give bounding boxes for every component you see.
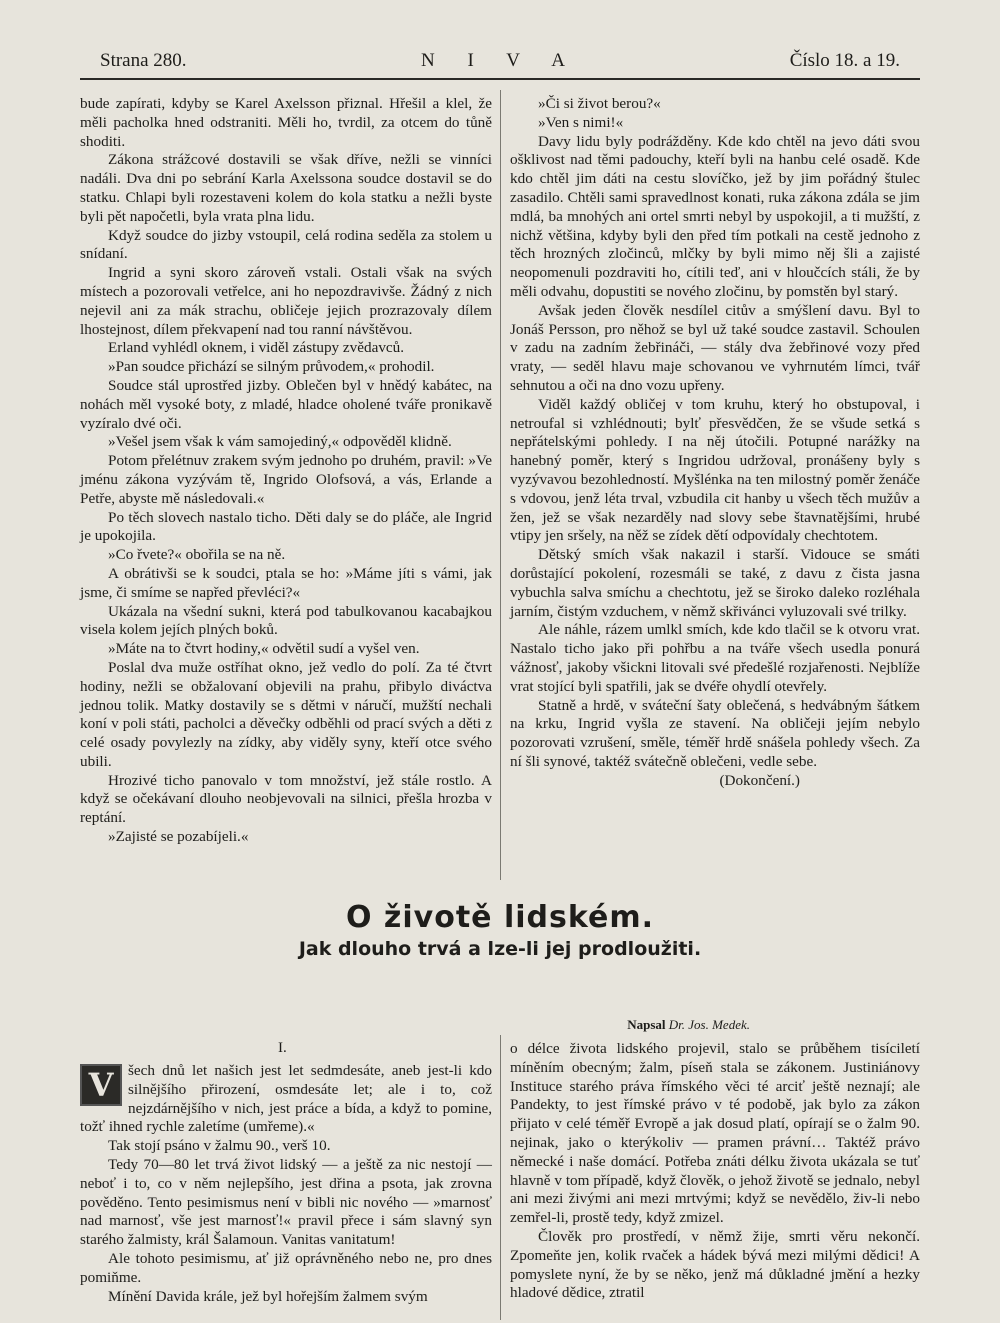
article-column-left xyxy=(80,1062,492,1322)
paragraph: A obrátivši se k soudci, ptala se ho: »Máme jíti s vámi, jak jsme, či smíme se napřed převléci?« xyxy=(80,564,492,601)
column-divider xyxy=(500,1035,501,1320)
paragraph: Dětský smích však nakazil i starší. Vidouce se smáti dorůstající pokolení, rozesmáli se také, z davu z čista jasna vybuchla salva smíchu a chechtotu, jež se široko daleko rozléhala jarním, čistým vzduchem, v němž skřivánci vyluzovali své trilky. xyxy=(510,546,920,620)
paragraph: »Zajisté se pozabíjeli.« xyxy=(108,828,249,846)
paragraph: Tak stojí psáno v žalmu 90., verš 10. xyxy=(108,1137,331,1155)
magazine-title: N I V A xyxy=(420,50,579,71)
page-header xyxy=(80,48,920,80)
paragraph: Poslal dva muže ostříhat okno, jež vedlo do polí. Za té čtvrt hodiny, nežli se obžalovaní objevili na prahu, přibylo diváctva jednou tolik. Matky dostavily se s dětmi v náručí, mužští nechali koní v poli státi, pacholci a děvečky odběhli od prací svých a děti z celé osady povylezly na zídky, aby viděly syny, kteří otce svého ubili. xyxy=(80,658,492,770)
dropcap: V xyxy=(80,1064,122,1106)
paragraph: Ale náhle, rázem umlkl smích, kde kdo tlačil se k otvoru vrat. Nastalo ticho jako při pohřbu a na tváře všech usedla ponurá vážnosť, jakoby všickni litovali své předešlé rozjařenosti. Nejblíže vrat stojící byli spatřili, jak se dvéře ohydlí otevřely. xyxy=(510,621,920,695)
story-column-left xyxy=(80,95,492,875)
paragraph: Hrozivé ticho panovalo v tom množství, jež stále rostlo. A když se očekávaní dlouho neobjevovali na silnici, přešla hrozba v reptání. xyxy=(80,771,492,827)
story-column-right xyxy=(510,95,920,875)
paragraph: Avšak jeden člověk nesdílel citův a smýšlení davu. Byl to Jonáš Persson, pro něhož se byl už také soudce zastavil. Schoulen v zadu na zadním žebřináči, — stály dva žebřinové vozy před vraty, — seděl hlavu maje schovanou ve vyhrnutém límci, tvář sehnutou a oči na dno vozu upřeny. xyxy=(510,301,920,394)
paragraph: »Pan soudce přichází se silným průvodem,« prohodil. xyxy=(108,358,435,376)
paragraph xyxy=(80,1062,492,1137)
byline-prefix: Napsal xyxy=(627,1017,666,1032)
paragraph: Ukázala na všední sukni, která pod tabulkovanou kacabajkou visela kolem jejích plných boků. xyxy=(80,602,492,639)
continuation-note: (Dokončení.) xyxy=(719,771,800,789)
section-number: I. xyxy=(278,1040,287,1056)
paragraph: Po těch slovech nastalo ticho. Děti daly se do pláče, ale Ingrid je upokojila. xyxy=(80,508,492,545)
paragraph: Soudce stál uprostřed jizby. Oblečen byl v hnědý kabátec, na nohách měl vysoké boty, z mladé, hladce oholené tváře pronikavě vyzíralo dvé oči. xyxy=(80,376,492,432)
paragraph: »Máte na to čtvrt hodiny,« odvětil sudí a vyšel ven. xyxy=(108,640,420,658)
article-title: O životě lidském. xyxy=(345,900,655,935)
paragraph: Když soudce do jizby vstoupil, celá rodina seděla za stolem u snídaní. xyxy=(80,226,492,263)
paragraph: o délce života lidského projevil, stalo se průběhem tisíciletí míněním obecným; žalm, píseň stala se zákonem. Justiniánovy Instituce starého práva římského věci té arciť ještě neznají; ale Pandekty, to jest římské právo v té podobě, jak bylo za zákon přijato v celé téměř Evropě a jak dosud platí, opírají se o žalm 90. nejinak, jako o kterýkoliv — pramen právní… Taktéž právo německé i naše domácí. Potřeba znáti délku života ukázala se tuť hlavně v tom případě, když člověk, o jehož životě se jednalo, nebyl ani mezi živými ani mezi mrtvými; když se nevědělo, živ-li nebo zemřel-li, prostě tedy, když zmizel. xyxy=(510,1040,920,1227)
paragraph: Člověk pro prostředí, v němž žije, smrti věru nekončí. Zpomeňte jen, kolik rvaček a hádek bývá mezi milými dědici! A pomyslete nyní, že by se něko, jenž má důkladné jmění a hezky hladové dědice, ztratil xyxy=(510,1227,920,1302)
paragraph: Zákona strážcové dostavili se však dříve, nežli se vinníci nadáli. Dva dni po sebrání Karla Axelssona soudce dostavil se do statku. Chlapi byli rozestaveni kolem do kola statku a nežli byste byli pět napočetli, byla vrata plna lidu. xyxy=(80,151,492,225)
column-divider xyxy=(500,90,501,880)
paragraph: Erland vyhlédl oknem, i viděl zástupy zvědavců. xyxy=(108,339,405,357)
issue-number: Číslo 18. a 19. xyxy=(789,50,900,71)
page-number: Strana 280. xyxy=(100,50,187,71)
paragraph: Davy lidu byly podrážděny. Kde kdo chtěl na jevo dáti svou ošklivost nad těmi padouchy, kteří byli na hanbu celé osadě. Kde kdo chtěl jim dáti na cestu slovíčko, jež by jim pořádný štulec zasadilo. Chtěli sami spravedlnost konati, ruka zákona zdála se jim mdlá, ba mnohých ani ortel smrti nebyl by uspokojil, a ti mužští, z nichž většina, kdyby byli den před tím potkali na cestě jednoho z těch hrozných zločinců, mlčky by byli mimo něj šli a zajisté neopomenuli pozdraviti ho, cítili teď, ani v hloučcích stáli, že by měli odvahu, dopustiti se nového zločinu, by pomstěn byl starý. xyxy=(510,132,920,300)
paragraph: »Co řvete?« obořila se na ně. xyxy=(108,546,286,564)
article-subtitle: Jak dlouho trvá a lze-li jej prodloužiti. xyxy=(298,938,702,960)
paragraph: »Či si život berou?« xyxy=(538,95,661,112)
paragraph: Potom přelétnuv zrakem svým jednoho po druhém, pravil: »Ve jménu zákona vyzývám tě, Ingrido Olofsová, a vás, Erlande a Petře, abyste mě následovali.« xyxy=(80,452,492,507)
byline-author: Dr. Jos. Medek. xyxy=(668,1017,750,1032)
paragraph: Statně a hrdě, v sváteční šaty oblečená, s hedvábným šátkem na krku, Ingrid vyšla ze stavení. Na obličeji jejím nebylo pozorovati vzrušení, směle, téměř hrdě snášela pohledy všech. Za ní šli synové, taktéž svátečně oblečeni, vedle sebe. xyxy=(510,696,920,770)
paragraph: Tedy 70—80 let trvá život lidský — a ještě za nic nestojí — neboť i to, co v něm nejlepšího, jest dřina a psota, jak zrovna pověděno. Tento pesimismus není v bibli nic nového — »marnosť nad marnosť, vše jest marnosť!« pravil přece i sám slavný syn starého žalmisty, král Šalamoun. Vanitas vanitatum! xyxy=(80,1155,492,1249)
paragraph-text: šech dnů let našich jest let sedmdesáte, aneb jest-li kdo silnějšího přirození, osmdesáte let; ale i to, což nejzdárnějšího v nich, jest práce a bída, a když to pomine, tožť ihned rychle zaletíme (umřeme).« xyxy=(80,1062,492,1136)
paragraph: »Ven s nimi!« xyxy=(538,113,624,131)
article-column-right xyxy=(510,1040,920,1320)
paragraph: bude zapírati, kdyby se Karel Axelsson přiznal. Hřešil a klel, že měli pacholka hned odstraniti. Měli ho, tvrdil, za otcem do tůně shoditi. xyxy=(80,95,492,150)
paragraph: Viděl každý obličej v tom kruhu, který ho obstupoval, i netroufal si vzhlédnouti; bylť přesvědčen, že se všude setká s nepřátelskými pohledy. I na něj útočili. Potupné narážky na hanebný poměr, který s Ingridou udržoval, pronášeny byly s vyzývavou bezohledností. Myšlénka na ten milostný poměr ženáče s vdovou, jenž léta trval, vzbudila cit hanby u všech těch mužův a žen, jež se však nezarděly nad slovy sebe štavnatějšími, hrubé vtipy jen sršely, na něž se zídek dětí odpovídaly chechtotem. xyxy=(510,395,920,545)
paragraph: »Vešel jsem však k vám samojediný,« odpověděl klidně. xyxy=(108,433,452,451)
paragraph: Mínění Davida krále, jež byl hořejším žalmem svým xyxy=(108,1287,428,1305)
paragraph: Ingrid a syni skoro zároveň vstali. Ostali však na svých místech a pozorovali vetřelce, ani ho nepozdravivše. Žádný z nich nejevil ani za mák strachu, obličeje jejich prozrazovaly dílem lhostejnost, dílem překvapení nad tou ranní návštěvou. xyxy=(80,264,492,338)
paragraph: Ale tohoto pesimismu, ať již oprávněného nebo ne, pro dnes pomiňme. xyxy=(80,1249,492,1286)
byline xyxy=(627,1017,750,1033)
